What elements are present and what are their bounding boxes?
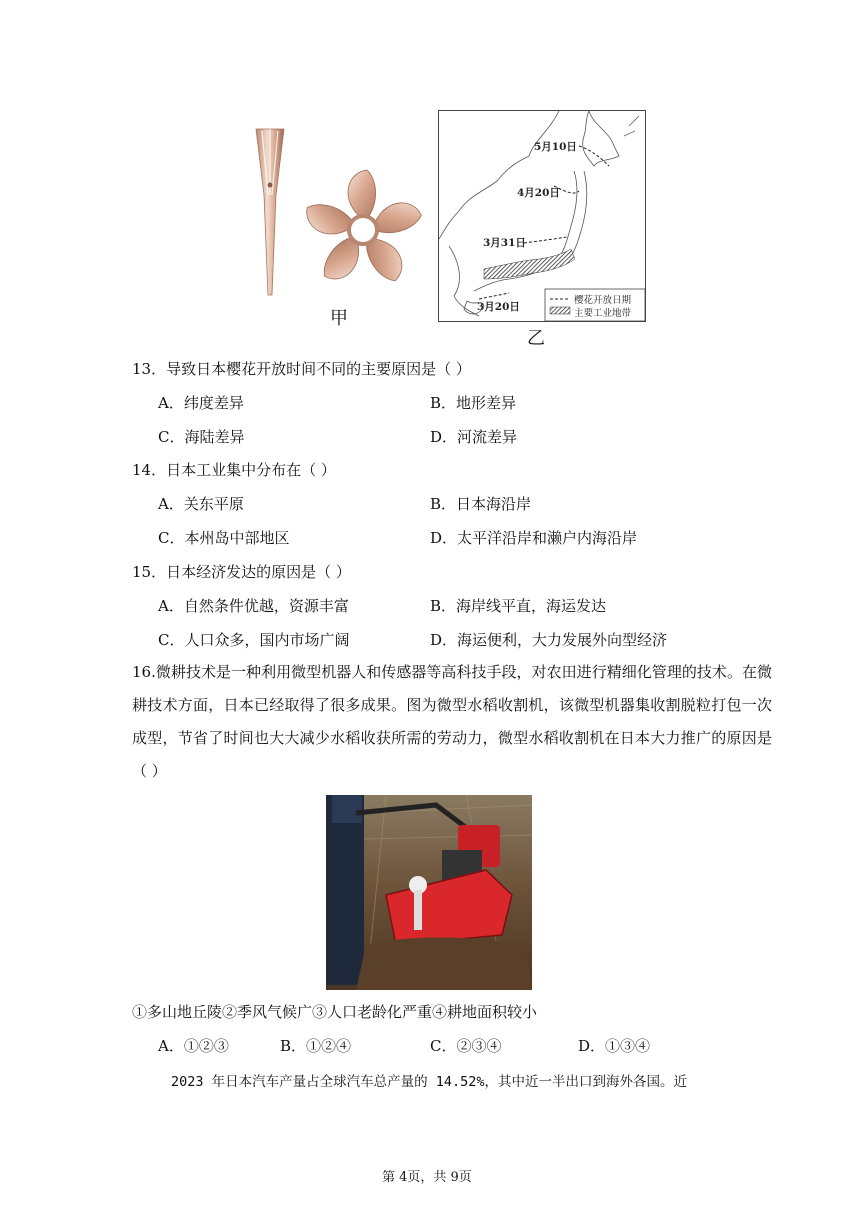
q15-option-a: A．自然条件优越，资源丰富 xyxy=(158,597,349,615)
question-13-stem: 13．导致日本樱花开放时间不同的主要原因是（ ） xyxy=(132,360,471,378)
q14-option-a: A．关东平原 xyxy=(158,495,244,513)
map-label-mar20: 3月20日 xyxy=(477,301,520,313)
legend-industrial-belt: 主要工业地带 xyxy=(574,308,632,319)
legend-bloom-date: 樱花开放日期 xyxy=(574,295,632,306)
passage-intro-text: 2023 年日本汽车产量占全球汽车总产量的 14.52%，其中近一半出口到海外各国。近 xyxy=(171,1074,688,1090)
question-14-stem: 14．日本工业集中分布在（ ） xyxy=(132,461,336,479)
q16-option-c: C．②③④ xyxy=(430,1037,502,1055)
figure-jia-caption: 甲 xyxy=(330,308,348,329)
q14-option-d: D．太平洋沿岸和濑户内海沿岸 xyxy=(430,529,638,547)
q13-option-c: C．海陆差异 xyxy=(158,428,245,446)
cherry-blossom-figure xyxy=(298,168,428,293)
q13-option-b: B．地形差异 xyxy=(430,394,517,412)
q13-option-a: A．纬度差异 xyxy=(158,394,244,412)
q16-option-a: A．①②③ xyxy=(158,1037,229,1055)
figure-yi-caption: 乙 xyxy=(527,328,545,349)
map-label-apr20: 4月20日 xyxy=(517,187,560,199)
page-footer: 第 4页，共 9页 xyxy=(382,1170,472,1185)
q13-option-d: D．河流差异 xyxy=(430,428,518,446)
q15-option-d: D．海运便利，大力发展外向型经济 xyxy=(430,631,668,649)
map-label-may10: 5月10日 xyxy=(534,141,577,153)
q16-option-b: B．①②④ xyxy=(280,1037,352,1055)
torch-figure xyxy=(250,125,290,300)
cultivator-photo xyxy=(326,795,532,990)
japan-map xyxy=(438,110,646,322)
q14-option-c: C．本州岛中部地区 xyxy=(158,529,290,547)
question-15-stem: 15．日本经济发达的原因是（ ） xyxy=(132,563,351,581)
map-label-mar31: 3月31日 xyxy=(483,237,526,249)
q15-option-b: B．海岸线平直，海运发达 xyxy=(430,597,607,615)
q16-option-d: D．①③④ xyxy=(578,1037,651,1055)
q14-option-b: B．日本海沿岸 xyxy=(430,495,532,513)
q15-option-c: C．人口众多，国内市场广阔 xyxy=(158,631,350,649)
question-16-stem: 16.微耕技术是一种利用微型机器人和传感器等高科技手段，对农田进行精细化管理的技术。在微耕技术方面，日本已经取得了很多成果。图为微型水稻收割机，该微型机器集收割脱粒打包一次成型，节省了时间也大大减少水稻收获所需的劳动力，微型水稻收割机在日本大力推广的原因是（ ） xyxy=(132,663,772,780)
q16-statement: ①多山地丘陵②季风气候广③人口老龄化严重④耕地面积较小 xyxy=(132,1003,538,1021)
